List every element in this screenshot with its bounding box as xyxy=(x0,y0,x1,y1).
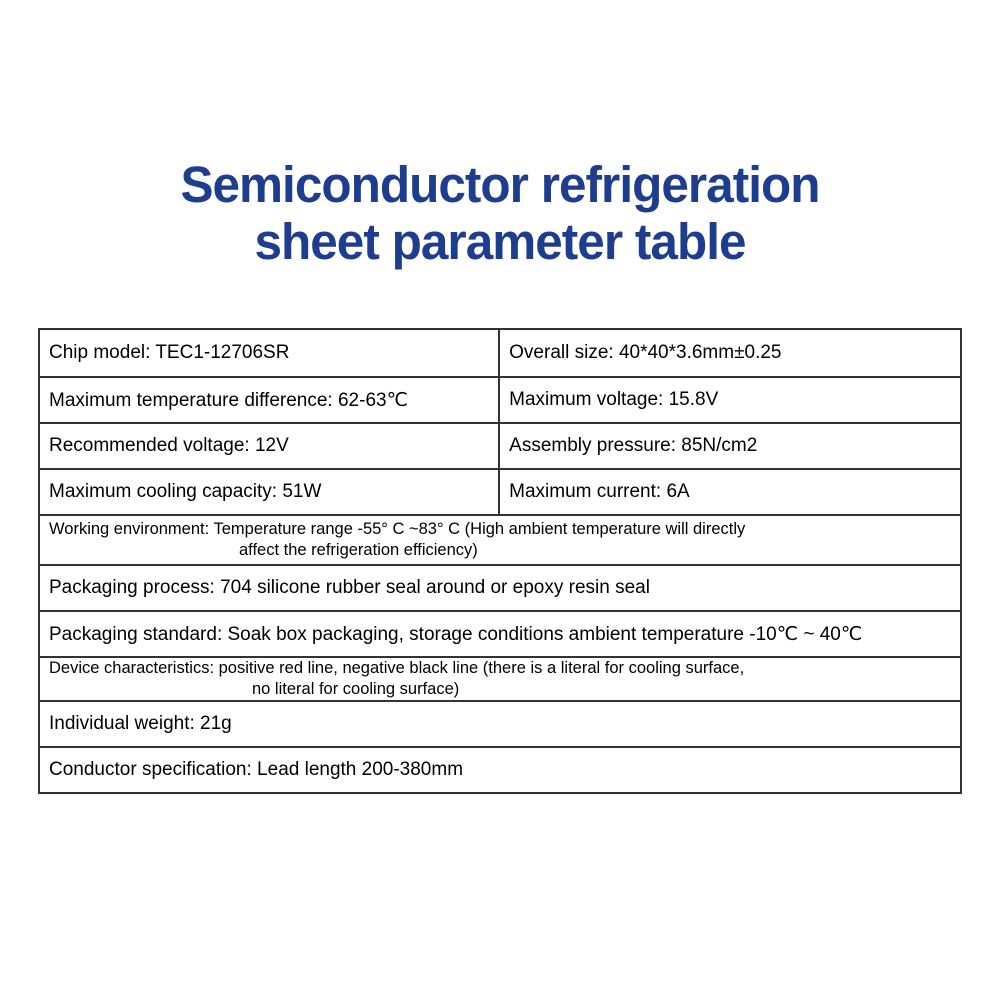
cell-conductor-specification xyxy=(40,748,960,792)
cell-chip-model: Chip model: TEC1-12706SR xyxy=(49,342,290,363)
working-environment-line2: affect the refrigeration efficiency) xyxy=(239,541,478,559)
device-characteristics-line1: Device characteristics: positive red line, negative black line (there is a literal for cooling surface, xyxy=(49,659,745,677)
page-title xyxy=(15,156,985,270)
individual-weight-text: Individual weight: 21g xyxy=(49,713,232,734)
cell-individual-weight xyxy=(40,702,960,746)
conductor-specification-text: Conductor specification: Lead length 200-380mm xyxy=(49,759,464,780)
cell-overall-size: Overall size: 40*40*3.6mm±0.25 xyxy=(498,330,960,376)
working-environment-line1: Working environment: Temperature range -55° C ~83° C (High ambient temperature will directly xyxy=(49,520,746,538)
cell-packaging-standard xyxy=(40,612,960,656)
page-title-line2: sheet parameter table xyxy=(254,213,746,270)
cell-working-environment xyxy=(40,516,960,564)
cell-max-temp-difference: Maximum temperature difference: 62-63℃ xyxy=(49,389,408,411)
cell-max-current: Maximum current: 6A xyxy=(498,470,960,514)
table-row-cooling-capacity xyxy=(40,468,960,514)
device-characteristics-line2: no literal for cooling surface) xyxy=(252,680,460,698)
table-row-working-environment xyxy=(40,514,960,564)
parameter-table xyxy=(38,328,962,794)
cell-assembly-pressure: Assembly pressure: 85N/cm2 xyxy=(498,424,960,468)
table-row-temperature-difference xyxy=(40,376,960,422)
table-row-chip-model xyxy=(40,330,960,376)
page-title-line1: Semiconductor refrigeration xyxy=(180,156,820,213)
cell-max-voltage: Maximum voltage: 15.8V xyxy=(498,378,960,422)
cell-recommended-voltage: Recommended voltage: 12V xyxy=(49,435,289,456)
cell-max-cooling-capacity: Maximum cooling capacity: 51W xyxy=(49,481,322,502)
table-row-recommended-voltage xyxy=(40,422,960,468)
table-row-packaging-standard xyxy=(40,610,960,656)
table-row-packaging-process xyxy=(40,564,960,610)
table-row-individual-weight xyxy=(40,700,960,746)
table-row-device-characteristics xyxy=(40,656,960,700)
packaging-standard-text: Packaging standard: Soak box packaging, storage conditions ambient temperature -10℃ ~ 40℃ xyxy=(49,623,863,645)
table-row-conductor-specification xyxy=(40,746,960,792)
cell-packaging-process xyxy=(40,566,960,610)
cell-device-characteristics xyxy=(40,658,960,700)
packaging-process-text: Packaging process: 704 silicone rubber seal around or epoxy resin seal xyxy=(49,577,650,598)
